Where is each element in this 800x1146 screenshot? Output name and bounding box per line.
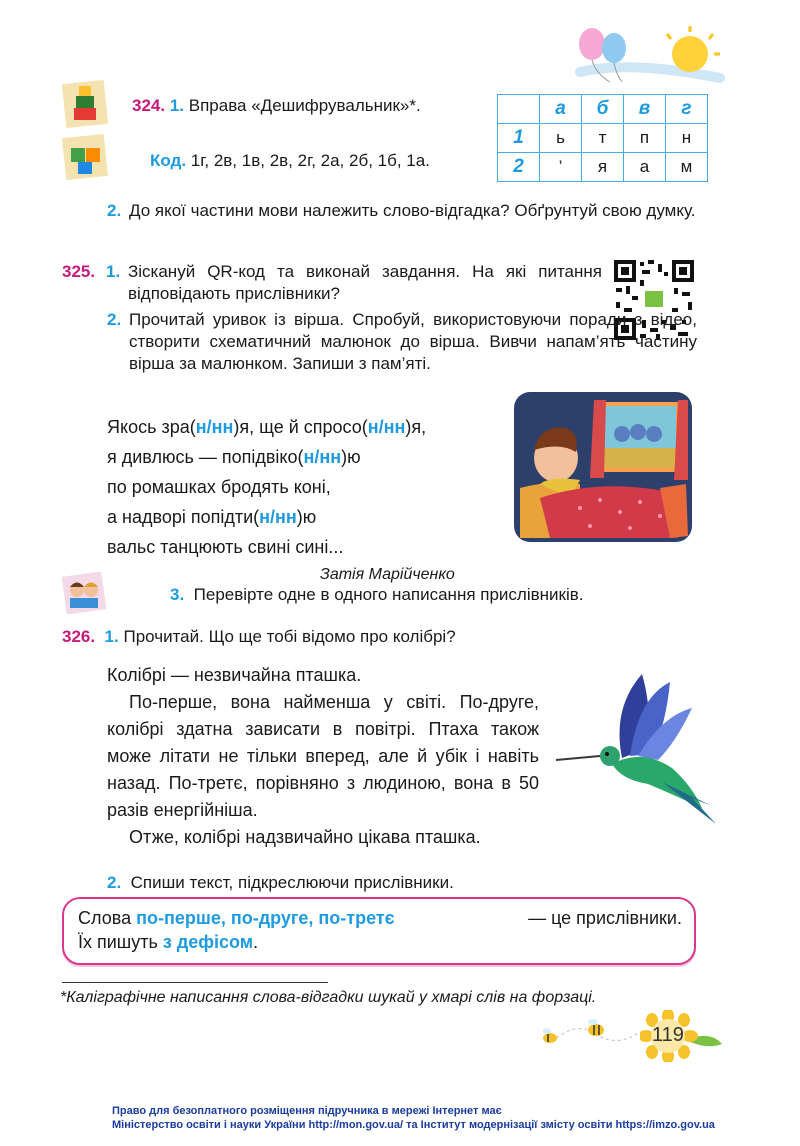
table-cell: т xyxy=(582,124,624,153)
step-text: До якої частини мови належить слово-відгадка? Обґрунтуй свою думку. xyxy=(129,201,696,220)
rule-text xyxy=(78,906,682,954)
hummingbird-illustration xyxy=(552,668,720,832)
exercise-325-step1 xyxy=(62,261,602,305)
paragraph: Колібрі — незвичайна пташка. xyxy=(107,665,362,685)
table-header-cell: а xyxy=(540,95,582,124)
exercise-326-step2 xyxy=(107,872,454,894)
step-text: Спиши текст, підкреслюючи прислівники. xyxy=(130,873,454,892)
poem-line xyxy=(107,532,507,562)
page-number: 119 xyxy=(652,1024,684,1046)
row-label: 1 xyxy=(498,124,540,153)
rule-text-part: Їх пишуть xyxy=(78,932,163,952)
table-header-cell: б xyxy=(582,95,624,124)
step-number: 1. xyxy=(169,96,185,115)
rule-highlight: з дефісом xyxy=(162,932,254,952)
poem-text: )я, ще й спросо( xyxy=(233,417,368,437)
boy-in-bed-illustration xyxy=(510,388,696,546)
poem-text: )я, xyxy=(405,417,427,437)
table-row xyxy=(498,153,708,182)
cipher-table xyxy=(497,94,708,182)
table-cell: м xyxy=(666,153,708,182)
hummingbird-text xyxy=(107,662,539,851)
table-cell: ’ xyxy=(540,153,582,182)
step-text: Вправа «Дешифрувальник»*. xyxy=(188,96,421,115)
rule-text-part: . xyxy=(253,932,259,952)
poem-text: )ю xyxy=(341,447,361,467)
poem-text: а надворі попідти( xyxy=(107,507,260,527)
poem-text: по ромашках бродять коні, xyxy=(107,477,331,497)
poem-gap: н/нн xyxy=(367,417,406,437)
blocks-icon xyxy=(62,78,108,128)
code-label: Код. xyxy=(150,151,187,170)
poem-text: )ю xyxy=(296,507,317,527)
poem-line xyxy=(107,472,507,502)
code-line xyxy=(150,150,430,172)
footer-line: Міністерство освіти і науки України http://mon.gov.ua/ та Інститут модернізації змісту освіти https://imzo.gov.ua xyxy=(112,1119,715,1131)
exercise-324-step2 xyxy=(107,200,697,222)
step-text: Зіскануй QR-код та виконай завдання. На які питання відповідають прислівники? xyxy=(128,262,602,303)
poem-text: я дивлюсь — попідвіко( xyxy=(107,447,304,467)
poem-text: Якось зра( xyxy=(107,417,196,437)
table-cell: я xyxy=(582,153,624,182)
row-label: 2 xyxy=(498,153,540,182)
poem-line xyxy=(107,412,507,442)
poem xyxy=(107,412,507,562)
poem-line xyxy=(107,502,507,532)
exercise-326-step1 xyxy=(62,626,456,648)
exercise-number: 326. xyxy=(62,627,96,646)
table-cell: н xyxy=(666,124,708,153)
pair-work-icon xyxy=(62,572,106,614)
footer-line: Право для безоплатного розміщення підручника в мережі Інтернет має xyxy=(112,1105,502,1117)
step-number: 1. xyxy=(104,627,119,646)
balloons-sun-illustration xyxy=(570,22,730,94)
footnote: *Каліграфічне написання слова-відгадки шукай у хмарі слів на форзаці. xyxy=(60,989,597,1006)
rule-highlight: по-перше, по-друге, по-третє xyxy=(136,908,395,928)
step-number: 2. xyxy=(107,201,122,220)
paragraph: Отже, колібрі надзвичайно цікава пташка. xyxy=(129,827,481,847)
step-number: 2. xyxy=(107,873,122,892)
table-cell: п xyxy=(624,124,666,153)
poem-line xyxy=(107,442,507,472)
step-text: Прочитай. Що ще тобі відомо про колібрі? xyxy=(123,627,456,646)
bees-illustration xyxy=(536,1014,646,1054)
footer xyxy=(112,1104,715,1132)
table-row xyxy=(498,124,708,153)
step-text: Прочитай уривок із вірша. Спробуй, використовуючи поради з відео, створити схематичний малюнок до вірша. Вивчи напам’ять частину вірша за малюнком. Запиши з пам’яті. xyxy=(129,310,697,373)
rule-text-part: Слова xyxy=(78,908,137,928)
table-corner xyxy=(498,95,540,124)
rule-box xyxy=(62,897,696,965)
exercise-number: 324. xyxy=(132,96,166,115)
table-cell: ь xyxy=(540,124,582,153)
table-cell: а xyxy=(624,153,666,182)
rule-line-2 xyxy=(78,930,682,954)
exercise-324-step1 xyxy=(132,95,421,117)
paragraph: По-перше, вона найменша у світі. По-друге, колібрі здатна зависати в повітрі. Птаха також може літати не тільки вперед, але й убік і навіть назад. По-третє, порівняно з людиною, вона в 50 разів енергійніша. xyxy=(107,692,539,820)
alphabet-blocks-icon xyxy=(62,134,108,180)
exercise-number: 325. xyxy=(62,262,96,281)
rule-text-part: — це прислівники. xyxy=(528,908,682,928)
table-header-cell: г xyxy=(666,95,708,124)
table-header-cell: в xyxy=(624,95,666,124)
code-text: 1г, 2в, 1в, 2в, 2г, 2а, 2б, 1б, 1а. xyxy=(190,151,430,170)
poem-text: вальс танцюють свині сині... xyxy=(107,537,344,557)
poem-author: Затія Марійченко xyxy=(320,566,455,583)
step-text: Перевірте одне в одного написання прислівників. xyxy=(193,585,584,604)
poem-gap: н/нн xyxy=(195,417,234,437)
footnote-divider xyxy=(62,982,328,983)
exercise-325-step2 xyxy=(107,309,697,375)
poem-gap: н/нн xyxy=(259,507,297,527)
exercise-325-step3 xyxy=(170,584,584,606)
step-number: 3. xyxy=(170,585,185,604)
step-number: 2. xyxy=(107,310,122,329)
poem-gap: н/нн xyxy=(303,447,342,467)
rule-line-1 xyxy=(78,906,682,930)
table-header-row xyxy=(498,95,708,124)
step-number: 1. xyxy=(106,262,121,281)
